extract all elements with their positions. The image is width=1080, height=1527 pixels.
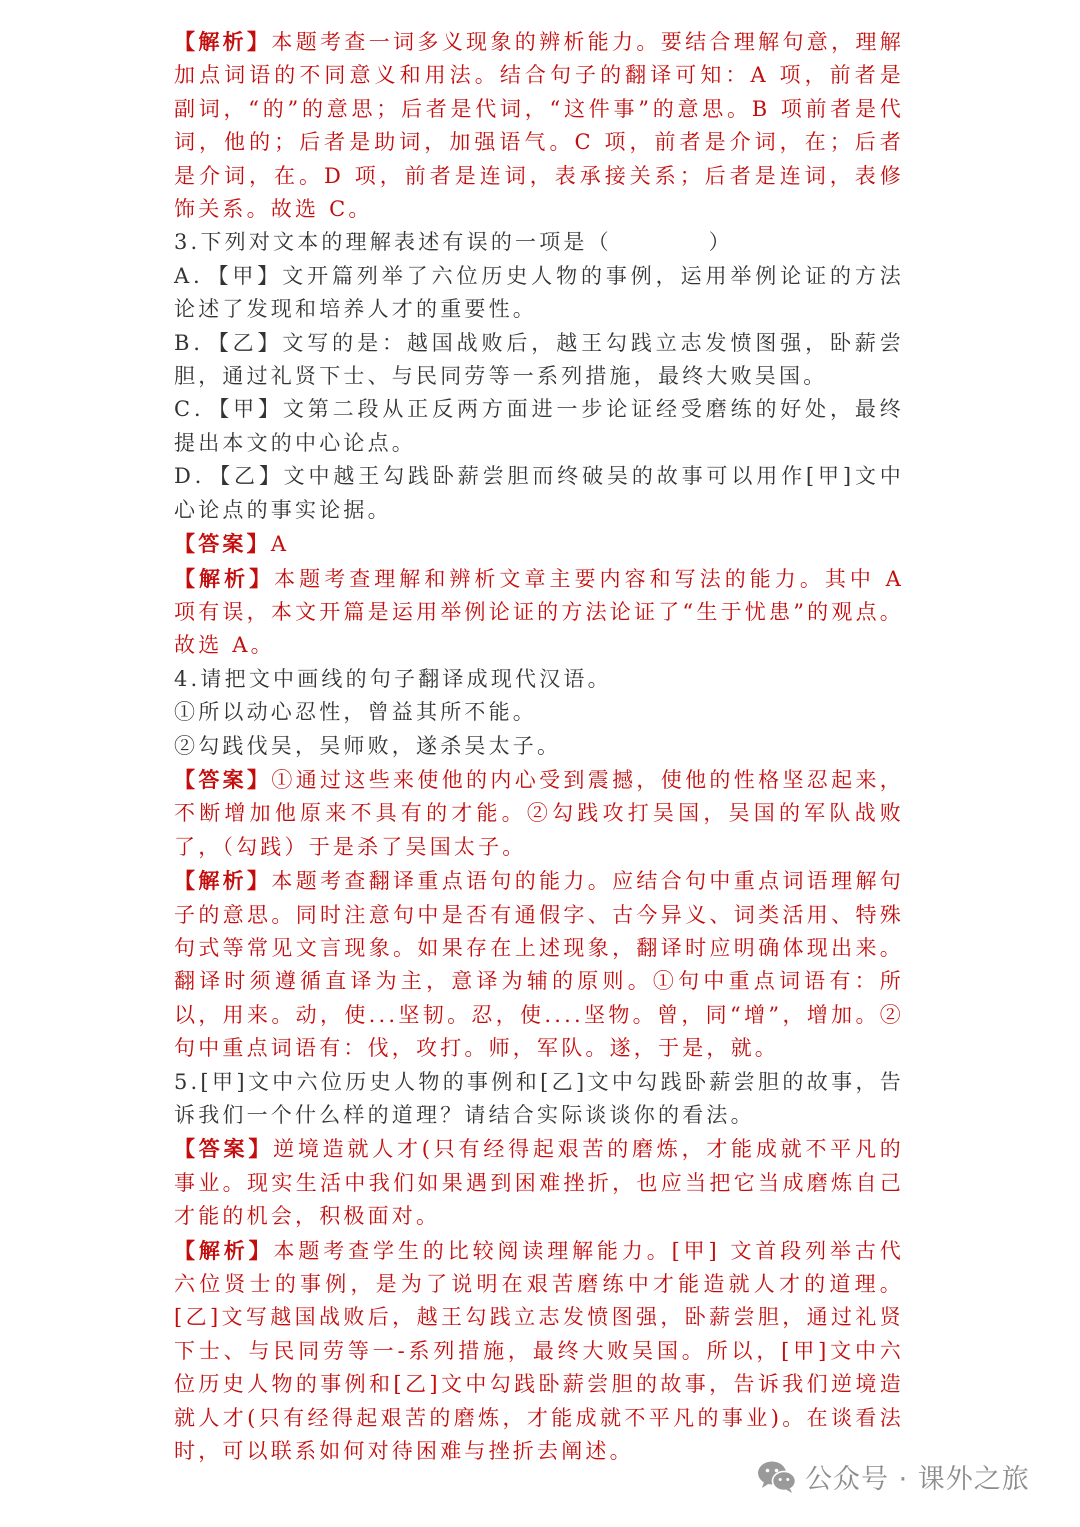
answer-tag: 【答案】 xyxy=(174,766,272,792)
answer-block-5 xyxy=(174,1132,904,1233)
document-page xyxy=(174,25,904,1468)
analysis-block-4 xyxy=(174,864,904,1065)
question-3: 3.下列对文本的理解表述有误的一项是（ ） xyxy=(174,230,733,255)
question-5: 5.[甲]文中六位历史人物的事例和[乙]文中勾践卧薪尝胆的故事，告诉我们一个什么样的道理？请结合实际谈谈你的看法。 xyxy=(174,1069,904,1127)
analysis-text: 本题考查一词多义现象的辨析能力。要结合理解句意，理解加点词语的不同意义和用法。结合句子的翻译可知：A 项，前者是副词，“的”的意思；后者是代词，“这件事”的意思。B 项前者是代词，他的；后者是助词，加强语气。C 项，前者是介词，在；后者是介词，在。D 项，前者是连词，表承接关系；后者是连词，表修饰关系。故选 C。 xyxy=(174,30,904,222)
answer-text: 逆境造就人才(只有经得起艰苦的磨炼，才能成就不平凡的事业。现实生活中我们如果遇到困难挫折，也应当把它当成磨炼自己才能的机会，积极面对。 xyxy=(174,1137,904,1229)
watermark-text: 公众号 · 课外之旅 xyxy=(805,1464,1030,1495)
analysis-text: 本题考查理解和辨析文章主要内容和写法的能力。其中 A 项有误，本文开篇是运用举例论证的方法论证了“生于忧患”的观点。故选 A。 xyxy=(174,566,904,658)
option-d: D．【乙】文中越王勾践卧薪尝胆而终破吴的故事可以用作[甲]文中心论点的事实论据。 xyxy=(174,464,904,522)
answer-block-3 xyxy=(174,527,904,561)
question-4: 4.请把文中画线的句子翻译成现代汉语。 xyxy=(174,666,612,691)
analysis-block-1 xyxy=(174,25,904,226)
answer-text: A xyxy=(270,532,290,557)
sentence-2: ②勾践伐吴，吴师败，遂杀吴太子。 xyxy=(174,733,562,758)
option-a: A．【甲】文开篇列举了六位历史人物的事例，运用举例论证的方法论述了发现和培养人才的重要性。 xyxy=(174,263,904,322)
watermark xyxy=(757,1457,1030,1496)
answer-tag: 【答案】 xyxy=(174,1136,274,1162)
analysis-tag: 【解析】 xyxy=(174,29,272,54)
analysis-tag: 【解析】 xyxy=(174,1237,274,1263)
wechat-icon xyxy=(757,1460,797,1494)
analysis-text: 本题考查翻译重点语句的能力。应结合句中重点词语理解句子的意思。同时注意句中是否有通假字、古今异义、词类活用、特殊句式等常见文言现象。如果存在上述现象，翻译时应明确体现出来。翻译时须遵循直译为主，意译为辅的原则。①句中重点词语有：所以，用来。动，使...坚韧。忍，使....坚物。曾，同“增”，增加。②句中重点词语有：伐，攻打。师，军队。遂，于是，就。 xyxy=(174,869,904,1061)
answer-block-4 xyxy=(174,763,904,864)
answer-tag: 【答案】 xyxy=(174,531,271,557)
option-c: C．【甲】文第二段从正反两方面进一步论证经受磨练的好处，最终提出本文的中心论点。 xyxy=(174,397,904,455)
analysis-tag: 【解析】 xyxy=(174,565,275,591)
analysis-text: 本题考查学生的比较阅读理解能力。[甲] 文首段列举古代六位贤士的事例，是为了说明在艰苦磨练中才能造就人才的道理。[乙]文写越国战败后，越王勾践立志发愤图强，卧薪尝胆，通过礼贤下士、与民同劳等一-系列措施，最终大败吴国。所以，[甲]文中六位历史人物的事例和[乙]文中勾践卧薪尝胆的故事，告诉我们逆境造就人才(只有经得起艰苦的磨炼，才能成就不平凡的事业)。在谈看法时，可以联系如何对待困难与挫折去阐述。 xyxy=(174,1238,904,1464)
option-b: B．【乙】文写的是：越国战败后，越王勾践立志发愤图强，卧薪尝胆，通过礼贤下士、与民同劳等一系列措施，最终大败吴国。 xyxy=(174,330,904,389)
analysis-tag: 【解析】 xyxy=(174,868,272,894)
analysis-block-3 xyxy=(174,562,904,663)
sentence-1: ①所以动心忍性，曾益其所不能。 xyxy=(174,700,537,725)
analysis-block-5 xyxy=(174,1234,904,1469)
answer-text: ①通过这些来使他的内心受到震撼，使他的性格坚忍起来，不断增加他原来不具有的才能。②勾践攻打吴国，吴国的军队战败了，（勾践）于是杀了吴国太子。 xyxy=(174,767,904,859)
